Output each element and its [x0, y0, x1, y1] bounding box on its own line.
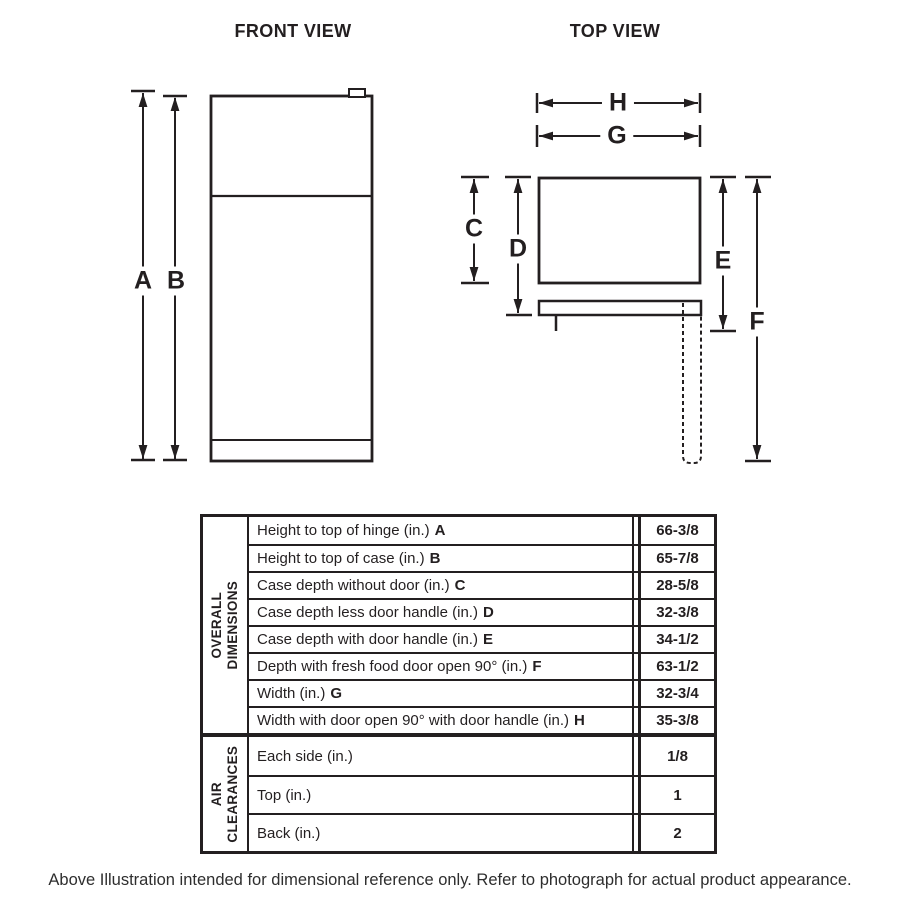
row-value: 65-7/8: [638, 546, 714, 571]
front-view-title: FRONT VIEW: [234, 21, 352, 41]
row-value: 1/8: [638, 737, 714, 775]
arrow-down-icon: [753, 445, 762, 459]
row-label: Case depth with door handle (in.) E: [257, 631, 493, 648]
row-label: Depth with fresh food door open 90° (in.) F: [257, 658, 542, 675]
row-label: Back (in.): [257, 824, 321, 842]
row-value: 35-3/8: [638, 708, 714, 733]
row-label: Height to top of case (in.) B: [257, 550, 441, 567]
arrow-right-icon: [684, 132, 698, 141]
dim-label-f: F: [742, 308, 771, 337]
row-label: Top (in.): [257, 786, 312, 804]
row-value: 34-1/2: [638, 627, 714, 652]
arrow-up-icon: [753, 179, 762, 193]
section-header-line: AIR: [208, 781, 224, 807]
footnote-text: Above Illustration intended for dimensional reference only. Refer to photograph for actual product appearance.: [48, 871, 852, 889]
section-header-line: CLEARANCES: [225, 745, 241, 843]
table-row: [249, 706, 714, 733]
top-view-title: TOP VIEW: [569, 21, 661, 41]
table-row: [249, 571, 714, 598]
hinge-detail: [349, 89, 365, 97]
arrow-up-icon: [719, 179, 728, 193]
arrow-right-icon: [684, 99, 698, 108]
top-case-outline: [539, 178, 700, 283]
row-label: Each side (in.): [257, 747, 353, 765]
row-value: 32-3/8: [638, 600, 714, 625]
dim-label-g: G: [600, 122, 633, 151]
dimensions-table: [200, 514, 717, 854]
front-case-outline: [211, 96, 372, 461]
row-label: Height to top of hinge (in.) A: [257, 522, 446, 539]
table-row: [249, 737, 714, 775]
arrow-up-icon: [171, 97, 180, 111]
overall-dimensions-header: [203, 517, 249, 733]
row-value: 32-3/4: [638, 681, 714, 706]
arrow-up-icon: [470, 179, 479, 193]
dim-label-a: A: [127, 267, 159, 296]
table-row: [249, 544, 714, 571]
overall-dimensions-section: [203, 517, 714, 733]
table-row: [249, 625, 714, 652]
row-value: 28-5/8: [638, 573, 714, 598]
table-row: [249, 775, 714, 813]
table-row: [249, 679, 714, 706]
arrow-down-icon: [139, 445, 148, 459]
dim-label-c: C: [458, 215, 490, 244]
arrow-up-icon: [514, 179, 523, 193]
arrow-down-icon: [514, 299, 523, 313]
dim-label-d: D: [502, 235, 534, 264]
arrow-left-icon: [539, 99, 553, 108]
dim-label-b: B: [160, 267, 192, 296]
row-label: Case depth less door handle (in.) D: [257, 604, 494, 621]
arrow-down-icon: [171, 445, 180, 459]
row-value: 2: [638, 815, 714, 851]
table-row: [249, 598, 714, 625]
row-value: 63-1/2: [638, 654, 714, 679]
table-row: [249, 652, 714, 679]
door-outline: [539, 301, 701, 315]
arrow-up-icon: [139, 93, 148, 107]
row-label: Case depth without door (in.) C: [257, 577, 466, 594]
door-open-dashed-outline: [683, 303, 701, 463]
table-row: [249, 813, 714, 851]
table-row: [249, 517, 714, 544]
row-label: Width (in.) G: [257, 685, 343, 702]
row-value: 1: [638, 777, 714, 813]
air-clearances-header: [203, 737, 249, 851]
section-header-line: OVERALL: [208, 591, 224, 659]
section-header-line: DIMENSIONS: [225, 580, 241, 670]
air-clearances-section: [203, 733, 714, 851]
arrow-down-icon: [719, 315, 728, 329]
row-value: 66-3/8: [638, 517, 714, 544]
dim-label-h: H: [602, 89, 634, 118]
arrow-left-icon: [539, 132, 553, 141]
dim-label-e: E: [708, 247, 739, 276]
arrow-down-icon: [470, 267, 479, 281]
row-label: Width with door open 90° with door handle (in.) H: [257, 712, 585, 729]
